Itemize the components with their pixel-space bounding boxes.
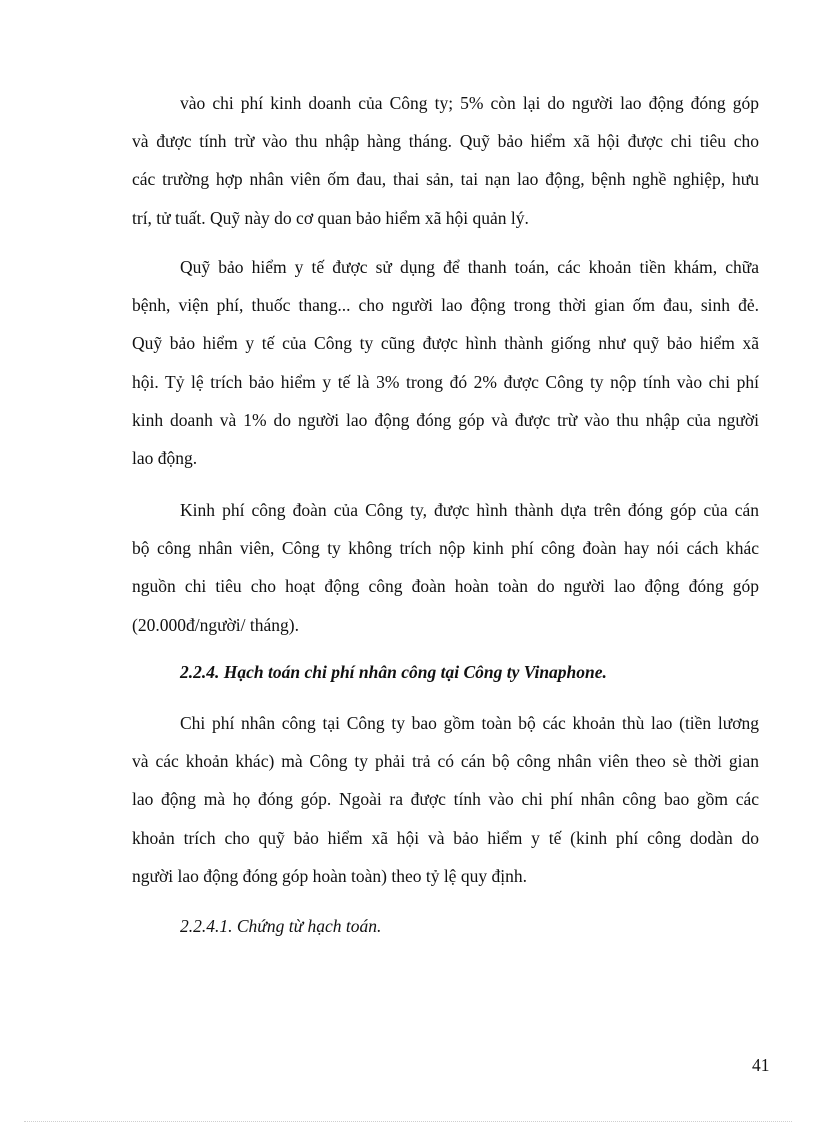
paragraph-line: khoản trích cho quỹ bảo hiểm xã hội và bảo hiểm y tế (kinh phí công dodàn do [132, 827, 759, 848]
paragraph-line: Kinh phí công đoàn của Công ty, được hình thành dựa trên đóng góp của cán [180, 500, 759, 520]
paragraph-union-fund [132, 491, 759, 644]
paragraph-line: người lao động đóng góp hoàn toàn) theo tỷ lệ quy định. [132, 865, 527, 886]
paragraph-line: lao động. [132, 448, 198, 469]
paragraph-line: và được tính trừ vào thu nhập hàng tháng. Quỹ bảo hiểm xã hội được chi tiêu cho [132, 131, 759, 152]
paragraph-social-insurance [132, 84, 759, 237]
paragraph-line: vào chi phí kinh doanh của Công ty; 5% còn lại do người lao động đóng góp [180, 93, 759, 113]
paragraph-line: nguồn chi tiêu cho hoạt động công đoàn hoàn toàn do người lao động đóng góp [132, 576, 759, 597]
paragraph-line: bệnh, viện phí, thuốc thang... cho người lao động trong thời gian ốm đau, sinh đẻ. [132, 295, 759, 316]
footer-divider [24, 1121, 792, 1122]
paragraph-line: và các khoản khác) mà Công ty phải trả có cán bộ công nhân viên theo sè thời gian [132, 751, 759, 772]
section-heading: 2.2.4. Hạch toán chi phí nhân công tại Công ty Vinaphone. [180, 662, 607, 682]
paragraph-line: Quỹ bảo hiểm y tế được sử dụng để thanh toán, các khoản tiền khám, chữa [180, 257, 759, 277]
paragraph-line: Chi phí nhân công tại Công ty bao gồm toàn bộ các khoản thù lao (tiền lương [180, 713, 759, 733]
page-number: 41 [752, 1055, 770, 1075]
paragraph-line: (20.000đ/người/ tháng). [132, 614, 299, 635]
paragraph-line: hội. Tỷ lệ trích bảo hiểm y tế là 3% trong đó 2% được Công ty nộp tính vào chi phí [132, 371, 759, 392]
paragraph-labor-cost [132, 704, 759, 895]
paragraph-line: lao động mà họ đóng góp. Ngoài ra được tính vào chi phí nhân công bao gồm các [132, 789, 759, 810]
paragraph-health-insurance [132, 248, 759, 477]
paragraph-line: bộ công nhân viên, Công ty không trích nộp kinh phí công đoàn hay nói cách khác [132, 538, 759, 559]
paragraph-line: Quỹ bảo hiểm y tế của Công ty cũng được hình thành giống như quỹ bảo hiểm xã [132, 333, 759, 354]
paragraph-line: các trường hợp nhân viên ốm đau, thai sản, tai nạn lao động, bệnh nghề nghiệp, hưu [132, 169, 759, 190]
paragraph-line: kinh doanh và 1% do người lao động đóng góp và được trừ vào thu nhập của người [132, 409, 759, 430]
subsection-heading: 2.2.4.1. Chứng từ hạch toán. [180, 916, 382, 936]
paragraph-line: trí, tử tuất. Quỹ này do cơ quan bảo hiểm xã hội quản lý. [132, 207, 529, 228]
